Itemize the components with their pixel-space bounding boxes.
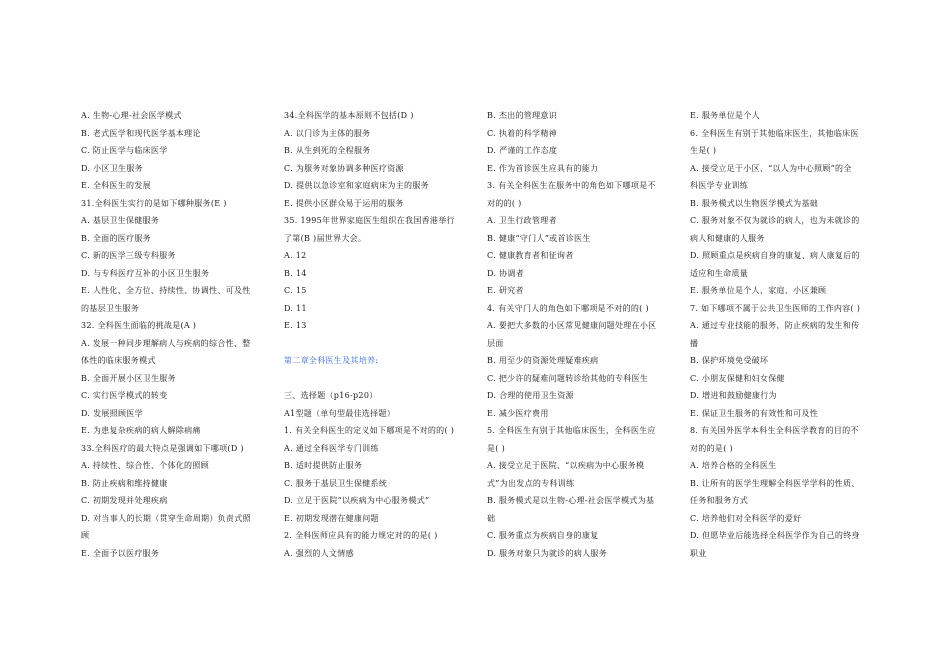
text-line: B. 老式医学和现代医学基本理论 bbox=[81, 128, 201, 138]
text-line: E. 保证卫生服务的有效性和可及性 bbox=[690, 408, 819, 418]
text-line: C. 15 bbox=[284, 286, 307, 295]
text-line: 病人和健康的人服务 bbox=[690, 233, 765, 243]
text-line: 生是( ) bbox=[690, 146, 717, 155]
text-line: A. 以门诊为主体的服务 bbox=[284, 128, 371, 138]
text-line: C. 服务重点为疾病自身的康复 bbox=[487, 531, 599, 540]
text-line: D. 协调者 bbox=[487, 268, 525, 278]
text-line: 5. 全科医生有别于其他临床医生，全科医生应 bbox=[487, 426, 656, 435]
text-line: E. 全科医生的发展 bbox=[81, 181, 151, 190]
text-line: A1型题（单句型最佳选择题） bbox=[284, 408, 396, 418]
text-column-4 bbox=[690, 107, 880, 562]
text-line: E. 初期发现潜在健康问题 bbox=[284, 513, 379, 523]
text-line: B. 健康“守门人”或首诊医生 bbox=[487, 233, 591, 243]
text-column-1 bbox=[81, 107, 271, 562]
text-line: 31.全科医生实行的是如下哪种服务(E ) bbox=[81, 198, 227, 208]
text-line: 层面 bbox=[487, 338, 504, 348]
text-line: 播 bbox=[690, 338, 699, 348]
text-line: 对的的( ) bbox=[487, 198, 522, 208]
text-line: E. 人性化、全方位、持续性、协调性、可及性 bbox=[81, 286, 251, 295]
text-line: D. 对当事人的长期（贯穿生命周期）负责式照 bbox=[81, 513, 251, 523]
text-line: A. 通过全科医学专门训练 bbox=[284, 443, 379, 453]
text-line: A. 培养合格的全科医生 bbox=[690, 461, 777, 470]
text-line: 3. 有关全科医生在服务中的角色如下哪项是不 bbox=[487, 181, 656, 190]
text-line: D. 照顾重点是疾病自身的康复、病人康复后的 bbox=[690, 251, 860, 260]
text-line: E. 服务单位是个人 bbox=[690, 111, 760, 120]
text-line: E. 作为首诊医生应具有的能力 bbox=[487, 163, 599, 173]
text-line bbox=[284, 335, 474, 353]
text-line: D. 但愿毕业后能选择全科医学作为自己的终身 bbox=[690, 531, 860, 540]
text-line: C. 防止医学与临床医学 bbox=[81, 146, 168, 155]
text-line: 32. 全科医生面临的挑战是(A ) bbox=[81, 321, 197, 330]
text-line: B. 从生到死的全程服务 bbox=[284, 146, 371, 155]
text-line: C. 执着的科学精神 bbox=[487, 128, 557, 138]
text-line: D. 提供以急诊室和家庭病床为主的服务 bbox=[284, 181, 429, 190]
text-line: D. 小区卫生服务 bbox=[81, 163, 143, 173]
text-line: 适应和生命质量 bbox=[690, 268, 749, 278]
text-line: B. 用至少的资源处理疑难疾病 bbox=[487, 356, 599, 365]
text-line: B. 防止疾病和维持健康 bbox=[81, 478, 168, 488]
text-line: 34.全科医学的基本原则不包括(D ) bbox=[284, 111, 414, 120]
text-line: 科医学专业训练 bbox=[690, 181, 749, 190]
text-line: A. 基层卫生保健服务 bbox=[81, 216, 160, 225]
text-line: C. 健康教育者和征询者 bbox=[487, 251, 574, 260]
text-line: A. 12 bbox=[284, 251, 307, 260]
text-line: B. 服务模式以生物医学模式为基础 bbox=[690, 198, 819, 208]
text-line: E. 为患复杂疾病的病人解除病痛 bbox=[81, 426, 201, 435]
text-line: 是( ) bbox=[487, 443, 505, 453]
text-line: A. 要把大多数的小区常见健康问题处理在小区 bbox=[487, 321, 657, 330]
text-line: C. 初期发现并处理疾病 bbox=[81, 496, 168, 505]
text-line: E. 全面予以医疗服务 bbox=[81, 548, 160, 558]
text-line: E. 服务单位是个人、家庭、小区兼顾 bbox=[690, 286, 827, 295]
text-line: B. 让所有的医学生理解全科医学学科的性质、 bbox=[690, 478, 860, 488]
text-line: C. 新的医学三级专科服务 bbox=[81, 251, 176, 260]
text-line: 体性的临床服务模式 bbox=[81, 356, 156, 365]
text-column-3 bbox=[487, 107, 677, 562]
text-line: 对的的是( ) bbox=[690, 443, 733, 453]
text-line: E. 研究者 bbox=[487, 286, 524, 295]
chapter-heading: 第二章全科医生及其培养: bbox=[284, 356, 379, 365]
text-line: B. 保护环境免受破坏 bbox=[690, 356, 769, 365]
text-line: 顾 bbox=[81, 531, 90, 540]
text-line: A. 发展一种同步理解病人与疾病的综合性、整 bbox=[81, 338, 251, 348]
text-line: C. 把少许的疑难问题转诊给其他的专科医生 bbox=[487, 373, 649, 383]
text-line: D. 立足于医院“以疾病为中心服务模式” bbox=[284, 496, 430, 505]
text-line: D. 增进和鼓励健康行为 bbox=[690, 391, 777, 400]
text-line: A. 生物-心理-社会医学模式 bbox=[81, 111, 182, 120]
text-line: D. 合理的使用卫生资源 bbox=[487, 391, 574, 400]
text-line: D. 与专科医疗互补的小区卫生服务 bbox=[81, 268, 210, 278]
text-line: 2. 全科医师应具有的能力规定对的的是( ) bbox=[284, 531, 438, 540]
text-column-2 bbox=[284, 107, 474, 562]
text-line: 4. 有关守门人的角色如下哪项是不对的的( ) bbox=[487, 303, 649, 313]
text-line: B. 全面开展小区卫生服务 bbox=[81, 373, 176, 383]
text-line: B. 14 bbox=[284, 268, 307, 278]
text-line: C. 实行医学模式的转变 bbox=[81, 391, 168, 400]
text-line: 式”为出发点的专科训练 bbox=[487, 478, 575, 488]
text-line: 35. 1995年世界家庭医生组织在我国香港举行 bbox=[284, 216, 455, 225]
text-line: A. 通过专业技能的服务，防止疾病的发生和传 bbox=[690, 321, 860, 330]
text-line: 三、选择题（p16-p20） bbox=[284, 391, 378, 400]
text-line: D. 服务对象只为就诊的病人服务 bbox=[487, 548, 608, 558]
text-line: 8. 有关国外医学本科生全科医学教育的目的不 bbox=[690, 426, 859, 435]
text-line: A. 强烈的人文情感 bbox=[284, 548, 354, 558]
text-line: 础 bbox=[487, 513, 496, 523]
text-line: 任务和服务方式 bbox=[690, 496, 749, 505]
text-line: C. 服务对象不仅为就诊的病人，也为未就诊的 bbox=[690, 216, 860, 225]
text-line: E. 13 bbox=[284, 321, 307, 330]
text-line: C. 服务于基层卫生保健系统 bbox=[284, 478, 388, 488]
text-line: B. 适时提供防止服务 bbox=[284, 461, 363, 470]
text-line: A. 卫生行政管理者 bbox=[487, 216, 557, 225]
text-line: 6. 全科医生有别于其他临床医生，其他临床医 bbox=[690, 128, 859, 138]
text-line: A. 持续性、综合性、个体化的照顾 bbox=[81, 461, 209, 470]
text-line: 职业 bbox=[690, 548, 707, 558]
text-line: D. 严谨的工作态度 bbox=[487, 146, 558, 155]
text-line: E. 减少医疗费用 bbox=[487, 408, 549, 418]
text-line: C. 小朋友保健和妇女保健 bbox=[690, 373, 785, 383]
text-line: 的基层卫生服务 bbox=[81, 303, 140, 313]
text-line: B. 服务模式是以生物-心理-社会医学模式为基 bbox=[487, 496, 655, 505]
text-line: C. 培养他们对全科医学的爱好 bbox=[690, 513, 802, 523]
text-line bbox=[284, 370, 474, 388]
text-line: 了第(B )届世界大会。 bbox=[284, 233, 367, 243]
text-line: A. 接受立足于小区、“以人为中心照顾”的全 bbox=[690, 163, 852, 173]
text-line: B. 杰出的管理意识 bbox=[487, 111, 557, 120]
text-line: C. 为服务对象协调多种医疗资源 bbox=[284, 163, 404, 173]
text-line: 33.全科医疗的最大特点是强调如下哪项(D ) bbox=[81, 443, 244, 453]
text-line: A. 接受立足于医院、“以疾病为中心服务模 bbox=[487, 461, 645, 470]
text-line: E. 提供小区群众易于运用的服务 bbox=[284, 198, 404, 208]
text-line: D. 11 bbox=[284, 303, 307, 313]
text-line: D. 发展照顾医学 bbox=[81, 408, 143, 418]
text-line: 1. 有关全科医生的定义如下哪项是不对的的( ) bbox=[284, 426, 455, 435]
text-line: 7. 如下哪项不属于公共卫生医师的工作内容( ) bbox=[690, 303, 861, 313]
text-line: B. 全面的医疗服务 bbox=[81, 233, 151, 243]
